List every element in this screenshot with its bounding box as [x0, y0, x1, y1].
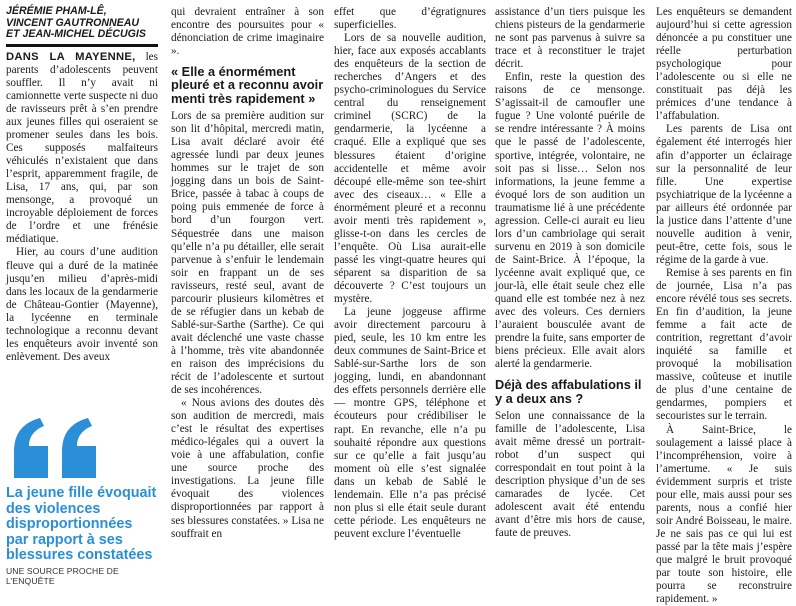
paragraph: Les parents de Lisa ont également été interrogés hier afin d’apporter un éclairage sur la personnalité de leur fille. Une expertise psychiatrique de la lycéenne a par ailleurs été ordonnée par la justice dans l’attente d’une nouvelle audition à venir, peut-être, cette fois, sous le régime de la garde à vue.: [656, 123, 792, 267]
paragraph: Remise à ses parents en fin de journée, Lisa n’a pas encore révélé tous ses secrets. En fin d’audition, la jeune femme a fait acte de contrition, regrettant d’avoir inquiété sa famille et provoqué la mobilisation massive, coûteuse et inutile de plus d’une centaine de gendarmes, pompiers et secouristes sur le terrain.: [656, 267, 792, 424]
byline-rule: [6, 44, 158, 47]
dateline: DANS LA MAYENNE,: [6, 51, 136, 63]
paragraph-continued: effet que d’égratignures superficielles.: [334, 6, 486, 32]
column-5: [656, 6, 792, 606]
paragraph-continued: assistance d’un tiers puisque les chiens pisteurs de la gendarmerie ne sont pas parvenus à suivre sa trace et à reconstituer le trajet décrit.: [495, 6, 645, 71]
column-4: [495, 6, 645, 540]
byline-author-1: JÉRÉMIE PHAM-LÊ,: [6, 6, 158, 18]
pull-quote-source: UNE SOURCE PROCHE DE L’ENQUÊTE: [6, 566, 158, 586]
article-lead-paragraph: [6, 51, 158, 247]
paragraph-continued: qui devraient entraîner à son encontre des poursuites pour « dénonciation de crime imaginaire ».: [171, 6, 324, 58]
byline: [6, 6, 158, 41]
pull-quote: [6, 418, 158, 586]
paragraph: Selon une connaissance de la famille de l’adolescente, Lisa avait même dressé un portrait-robot d’un suspect qui correspondait en tout point à la description physique d’un de ses camarades de lycée. Cet adolescent avait été entendu avant d’être mis hors de cause, faute de preuves.: [495, 410, 645, 540]
column-1: [6, 6, 158, 364]
paragraph: La jeune joggeuse affirme avoir directement parcouru à pied, seule, les 10 km entre les deux communes de Saint-Brice et Sablé-sur-Sarthe lors de son jogging, lundi, en abandonnant des effets personnels derrière elle — montre GPS, téléphone et écouteurs pour crédibiliser le rapt. En revanche, elle n’a pu souhaité répondre aux questions sur ce qu’elle a fait jusqu’au moment où elle s’est signalée dans un kebab de Sablé le lendemain. Elle n’a pas précisé non plus si elle était seule durant cette période. Les enquêteurs ne peuvent exclure l’éventuelle: [334, 306, 486, 541]
pull-quote-text: La jeune fille évoquait des violences disproportionnées par rapport à ses blessures constatées: [6, 486, 158, 564]
subheading: Déjà des affabulations il y a deux ans ?: [495, 378, 645, 405]
quote-marks-icon: [6, 418, 116, 480]
paragraph: « Nous avions des doutes dès son audition de mercredi, mais c’est le résultat des expertises médico-légales qui a ouvert la voie à une affabulation, confie une source proche des investigations. La jeune fille évoquait des violences disproportionnées par rapport à ses blessures constatées. » Lisa ne souffrait en: [171, 397, 324, 541]
byline-author-3: ET JEAN-MICHEL DÉCUGIS: [6, 29, 158, 41]
subheading: « Elle a énormément pleuré et a reconnu avoir menti très rapidement »: [171, 65, 324, 105]
column-3: [334, 6, 486, 541]
lead-text: les parents d’adolescents peuvent souffler. Il n’y avait ni camionnette verte suspecte ni duo de ravisseurs prêt à s’en prendre aux jeunes filles qui oseraient se promener seules dans les bois. Ces supposés malfaiteurs véhiculés n’existaient que dans l’esprit, apparemment fragile, de Lisa, 17 ans, qui, par son mensonge, a provoqué un incroyable déploiement de forces de l’ordre et une frénésie médiatique.: [6, 51, 158, 246]
column-2: [171, 6, 324, 541]
byline-author-2: VINCENT GAUTRONNEAU: [6, 18, 158, 30]
paragraph: Lors de sa première audition sur son lit d’hôpital, mercredi matin, Lisa avait déclaré avoir été agressée lundi par deux jeunes hommes sur le trajet de son jogging dans un bois de Saint-Brice, passée à tabac à coups de poing puis emmenée de force à bord d’un fourgon vert. Séquestrée dans une maison qu’elle n’a pu détailler, elle serait parvenue à s’enfuir le lendemain soir en frappant un de ses ravisseurs, resté seul, avant de parcourir plusieurs kilomètres et de se réfugier dans un kebab de Sablé-sur-Sarthe (Sarthe). Ce qui avait déclenché une vaste chasse à l’homme, très vite abandonnée en raison des imprécisions du récit de l’adolescente et surtout de ses incohérences.: [171, 110, 324, 397]
paragraph: Hier, au cours d’une audition fleuve qui a duré de la matinée jusqu’en milieu d’après-midi dans les locaux de la gendarmerie de Château-Gontier (Mayenne), la lycéenne en terminale technologique a reconnu devant les enquêteurs avoir inventé son enlèvement. Des aveux: [6, 246, 158, 363]
paragraph: Lors de sa nouvelle audition, hier, face aux exposés accablants des enquêteurs de la section de recherches d’Angers et des psycho-criminologues du Service central du renseignement criminel (SCRC) de la gendarmerie, la lycéenne a craqué. Elle a expliqué que ses blessures étaient d’origine accidentelle et même avoir découpé elle-même son tee-shirt avec des ciseaux… « Elle a énormément pleuré et a reconnu avoir menti très rapidement », glisse-t-on dans les cercles de l’enquête. Où Lisa aurait-elle passé les vingt-quatre heures qui séparent sa disparition de sa découverte ? C’est toujours un mystère.: [334, 32, 486, 306]
paragraph-continued: Les enquêteurs se demandent aujourd’hui si cette agression dénoncée a pu constituer une réelle perturbation psychologique pour l’adolescente ou si elle ne constituait pas déjà les prémices d’une tendance à l’affabulation.: [656, 6, 792, 123]
paragraph: Enfin, reste la question des raisons de ce mensonge. S’agissait-il de camoufler une fugue ? Une volonté puérile de se rendre intéressante ? À moins que le passé de l’adolescente, sportive, intégrée, volontaire, ne soit pas si lisse… Selon nos informations, la jeune femme a évoqué lors de son audition un traumatisme lié à une précédente agression. Celle-ci aurait eu lieu lors d’un cambriolage qui serait survenu en 2019 à son domicile de Saint-Brice. À l’époque, la lycéenne avait expliqué que, ce jour-là, elle était seule chez elle quand elle est tombée nez à nez avec des voleurs. Ces derniers l’auraient bousculée avant de prendre la fuite, sans emporter de biens précieux. Elle avait alors alerté la gendarmerie.: [495, 71, 645, 371]
paragraph: À Saint-Brice, le soulagement a laissé place à l’incompréhension, voire à l’amertume. « Je suis évidemment surpris et triste pour elle, mais aussi pour ses parents, nous a confié hier soir André Boisseau, le maire. Je ne sais pas ce qui lui est passé par la tête mais j’espère que malgré le bruit provoqué par toute son histoire, elle pourra se reconstruire rapidement. »: [656, 424, 792, 606]
